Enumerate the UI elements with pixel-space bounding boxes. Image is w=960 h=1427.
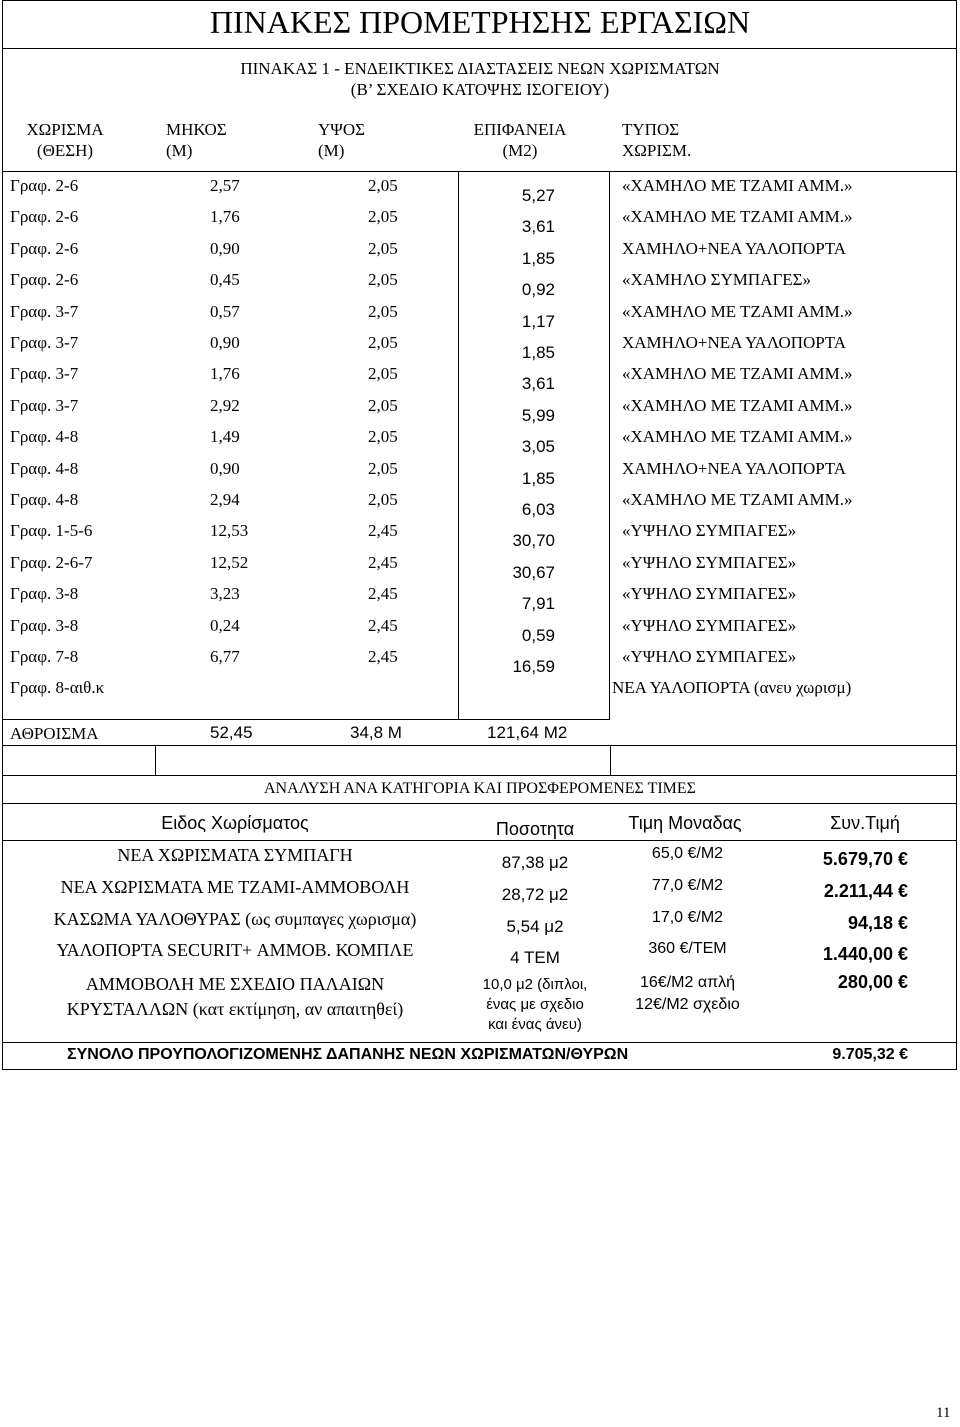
row-length: 1,49 (210, 427, 240, 447)
analysis-row-total: 2.211,44 € (823, 881, 908, 901)
row-type: «ΧΑΜΗΛΟ ΜΕ ΤΖΑΜΙ ΑΜΜ.» (622, 207, 853, 227)
row-position: Γραφ. 2-6 (10, 176, 79, 195)
row-area: 16,59 (512, 657, 555, 676)
row-height: 2,05 (368, 364, 398, 384)
analysis-last-qty-line3: και ένας άνευ) (488, 1016, 582, 1033)
totals-height: 34,8 Μ (350, 723, 402, 742)
row-type: «ΧΑΜΗΛΟ ΜΕ ΤΖΑΜΙ ΑΜΜ.» (622, 427, 853, 447)
row-height: 2,45 (368, 584, 398, 604)
row-type: «ΥΨΗΛΟ ΣΥΜΠΑΓΕΣ» (622, 552, 797, 572)
row-area: 0,92 (521, 280, 555, 300)
page-title: ΠΙΝΑΚΕΣ ΠΡΟΜΕΤΡΗΣΗΣ ΕΡΓΑΣΙΩΝ (209, 4, 751, 40)
row-height: 2,05 (368, 270, 398, 290)
row-area: 1,85 (521, 343, 555, 362)
analysis-row-unit-price: 17,0 €/Μ2 (651, 909, 724, 926)
analysis-header-total: Συν.Τιμή (830, 813, 900, 833)
row-position: Γραφ. 3-7 (10, 395, 79, 415)
frame-right (956, 0, 957, 1070)
row-height: 2,05 (368, 176, 398, 195)
analysis-last-kind-line2: ΚΡΥΣΤΑΛΛΩΝ (κατ εκτίμηση, αν απαιτηθεί) (66, 999, 404, 1019)
row-area: 5,99 (521, 405, 555, 425)
frame-top (2, 0, 957, 1)
row-type: «ΧΑΜΗΛΟ ΜΕ ΤΖΑΜΙ ΑΜΜ.» (622, 395, 853, 415)
row-length: 12,53 (210, 521, 249, 541)
row-type: «ΥΨΗΛΟ ΣΥΜΠΑΓΕΣ» (622, 521, 797, 541)
grand-total-label: ΣΥΝΟΛΟ ΠΡΟΥΠΟΛΟΓΙΖΟΜΕΝΗΣ ΔΑΠΑΝΗΣ ΝΕΩΝ ΧΩΡΙΣΜΑΤΩΝ/ΘΥΡΩΝ (67, 1046, 629, 1063)
row-position: Γραφ. 3-8 (10, 584, 79, 604)
analysis-title: ΑΝΑΛΥΣΗ ΑΝΑ ΚΑΤΗΓΟΡΙΑ ΚΑΙ ΠΡΟΣΦΕΡΟΜΕΝΕΣ ΤΙΜΕΣ (264, 780, 696, 797)
row-length: 2,92 (210, 395, 240, 415)
row-position: Γραφ. 4-8 (10, 458, 79, 478)
row-length: 1,76 (210, 364, 240, 384)
spacer-bottom-line (2, 775, 957, 776)
header-col2-line2: (Μ) (166, 141, 193, 160)
row-type: ΝΕΑ ΥΑΛΟΠΟΡΤΑ (ανευ χωρισμ) (612, 678, 852, 698)
header-col4-line1: ΕΠΙΦΑΝΕΙΑ (473, 120, 567, 139)
row-type: «ΧΑΜΗΛΟ ΜΕ ΤΖΑΜΙ ΑΜΜ.» (622, 301, 853, 321)
header-col1-line1: ΧΩΡΙΣΜΑ (26, 120, 104, 139)
row-length: 6,77 (210, 647, 240, 666)
analysis-last-unit-line2: 12€/Μ2 σχεδιο (635, 996, 740, 1013)
analysis-last-total: 280,00 € (837, 972, 908, 992)
row-area: 1,17 (521, 311, 555, 331)
analysis-row-qty: 4 ΤΕΜ (510, 948, 560, 967)
row-type: «ΧΑΜΗΛΟ ΜΕ ΤΖΑΜΙ ΑΜΜ.» (622, 364, 853, 384)
row-position: Γραφ. 4-8 (10, 427, 79, 447)
totals-bottom-line (2, 745, 957, 746)
row-length: 3,23 (210, 584, 240, 604)
row-area: 6,03 (521, 500, 555, 519)
row-height: 2,45 (368, 552, 398, 572)
area-col-right-border (609, 172, 610, 720)
analysis-row-kind: ΝΕΑ ΧΩΡΙΣΜΑΤΑ ΜΕ ΤΖΑΜΙ-ΑΜΜΟΒΟΛΗ (60, 877, 410, 897)
row-type: ΧΑΜΗΛΟ+ΝΕΑ ΥΑΛΟΠΟΡΤΑ (622, 458, 847, 478)
analysis-header-unit-price: Τιμη Μοναδας (628, 813, 742, 833)
analysis-row-unit-price: 360 €/ΤΕΜ (648, 940, 727, 957)
analysis-last-kind-line1: ΑΜΜΟΒΟΛΗ ΜΕ ΣΧΕΔΙΟ ΠΑΛΑΙΩΝ (85, 974, 385, 994)
analysis-last-qty-line1: 10,0 μ2 (διπλοι, (482, 976, 588, 993)
frame-bottom (2, 1069, 957, 1070)
row-length: 0,24 (210, 615, 240, 635)
header-col4 (460, 119, 580, 161)
row-position: Γραφ. 3-8 (10, 615, 79, 635)
row-area: 1,85 (521, 248, 555, 268)
header-col4-line2: (Μ2) (502, 141, 538, 160)
header-col2 (166, 119, 227, 161)
header-col5 (622, 119, 691, 161)
header-col5-line2: ΧΩΡΙΣΜ. (622, 141, 692, 160)
grand-total-top-line (2, 1042, 957, 1043)
row-position: Γραφ. 2-6 (10, 238, 79, 258)
analysis-header-line (2, 840, 957, 841)
analysis-header-qty: Ποσοτητα (495, 819, 575, 839)
header-col3-line1: ΥΨΟΣ (318, 120, 365, 139)
row-length: 0,45 (210, 270, 240, 290)
analysis-title-line (2, 803, 957, 804)
row-height: 2,45 (368, 647, 398, 666)
row-position: Γραφ. 3-7 (10, 301, 79, 321)
title-underline (2, 48, 957, 49)
row-area: 7,91 (521, 594, 555, 614)
row-position: Γραφ. 3-7 (10, 364, 79, 384)
row-position: Γραφ. 3-7 (10, 333, 79, 352)
header-col1-line2: (ΘΕΣΗ) (36, 141, 94, 160)
row-area: 3,61 (521, 217, 555, 237)
row-type: ΧΑΜΗΛΟ+ΝΕΑ ΥΑΛΟΠΟΡΤΑ (622, 333, 847, 352)
row-area: 5,27 (521, 186, 555, 205)
analysis-row-total: 5.679,70 € (822, 849, 908, 869)
row-type: «ΧΑΜΗΛΟ ΜΕ ΤΖΑΜΙ ΑΜΜ.» (622, 176, 853, 195)
row-position: Γραφ. 2-6-7 (10, 552, 93, 572)
analysis-row-total: 1.440,00 € (822, 944, 908, 964)
row-length: 2,57 (210, 176, 240, 195)
frame-left (2, 0, 3, 1070)
row-length: 1,76 (210, 207, 240, 227)
row-type: «ΥΨΗΛΟ ΣΥΜΠΑΓΕΣ» (622, 584, 797, 604)
row-type: «ΥΨΗΛΟ ΣΥΜΠΑΓΕΣ» (622, 615, 797, 635)
row-length: 0,90 (210, 238, 240, 258)
row-length: 0,57 (210, 301, 240, 321)
analysis-row-qty: 87,38 μ2 (501, 853, 569, 872)
area-col-left-border (458, 172, 459, 720)
row-area: 30,70 (512, 531, 555, 551)
spacer-divider-2 (610, 745, 611, 775)
row-area: 0,59 (521, 625, 555, 645)
analysis-row-total: 94,18 € (847, 913, 908, 933)
header-col1 (10, 119, 120, 161)
analysis-last-unit-line1: 16€/Μ2 απλή (640, 974, 735, 991)
row-height: 2,05 (368, 427, 398, 447)
row-position: Γραφ. 7-8 (10, 647, 79, 666)
analysis-row-unit-price: 65,0 €/Μ2 (651, 845, 724, 862)
row-length: 0,90 (210, 333, 240, 352)
row-area: 30,67 (512, 562, 555, 582)
analysis-row-qty: 5,54 μ2 (506, 917, 564, 936)
analysis-last-qty-line2: ένας με σχεδιο (486, 996, 584, 1013)
table1-subtitle: ΠΙΝΑΚΑΣ 1 - ΕΝΔΕΙΚΤΙΚΕΣ ΔΙΑΣΤΑΣΕΙΣ ΝΕΩΝ ΧΩΡΙΣΜΑΤΩΝ (240, 59, 720, 78)
row-height: 2,45 (368, 521, 398, 541)
analysis-last-qty (465, 975, 605, 1035)
analysis-row-qty: 28,72 μ2 (501, 885, 569, 904)
row-length: 2,94 (210, 490, 240, 509)
page-number: 11 (936, 1405, 951, 1421)
row-type: «ΧΑΜΗΛΟ ΣΥΜΠΑΓΕΣ» (622, 270, 812, 290)
analysis-row-unit-price: 77,0 €/Μ2 (651, 877, 724, 894)
row-height: 2,05 (368, 458, 398, 478)
row-height: 2,05 (368, 333, 398, 352)
header-col5-line1: ΤΥΠΟΣ (622, 120, 680, 139)
row-height: 2,05 (368, 301, 398, 321)
header-col3-line2: (Μ) (318, 141, 345, 160)
analysis-row-kind: ΝΕΑ ΧΩΡΙΣΜΑΤΑ ΣΥΜΠΑΓΗ (117, 845, 353, 865)
analysis-row-kind: ΚΑΣΩΜΑ ΥΑΛΟΘΥΡΑΣ (ως συμπαγες χωρισμα) (53, 909, 417, 929)
totals-length: 52,45 (210, 723, 253, 742)
row-height: 2,05 (368, 395, 398, 415)
row-length: 12,52 (210, 552, 249, 572)
row-type: ΧΑΜΗΛΟ+ΝΕΑ ΥΑΛΟΠΟΡΤΑ (622, 238, 847, 258)
row-position: Γραφ. 2-6 (10, 270, 79, 290)
row-position: Γραφ. 2-6 (10, 207, 79, 227)
grand-total-value: 9.705,32 € (832, 1046, 908, 1063)
row-type: «ΥΨΗΛΟ ΣΥΜΠΑΓΕΣ» (622, 647, 797, 666)
totals-top-line (2, 719, 610, 720)
totals-area: 121,64 Μ2 (487, 723, 568, 742)
analysis-header-kind: Ειδος Χωρίσματος (161, 813, 309, 833)
row-height: 2,05 (368, 207, 398, 227)
header-bottom-line (2, 171, 957, 172)
header-col2-line1: ΜΗΚΟΣ (166, 120, 227, 139)
row-height: 2,05 (368, 238, 398, 258)
row-height: 2,05 (368, 490, 398, 509)
analysis-row-kind: ΥΑΛΟΠΟΡΤΑ SECURIT+ ΑΜΜΟΒ. ΚΟΜΠΛΕ (56, 940, 414, 960)
row-length: 0,90 (210, 458, 240, 478)
header-col3 (318, 119, 365, 161)
table1-subtitle-2: (Β’ ΣΧΕΔΙΟ ΚΑΤΟΨΗΣ ΙΣΟΓΕΙΟΥ) (350, 80, 610, 99)
row-position: Γραφ. 4-8 (10, 490, 79, 509)
analysis-last-unit (610, 972, 765, 1016)
row-position: Γραφ. 1-5-6 (10, 521, 93, 541)
row-height: 2,45 (368, 615, 398, 635)
spacer-divider-1 (155, 745, 156, 775)
row-area: 1,85 (521, 468, 555, 488)
row-area: 3,61 (521, 374, 555, 394)
totals-label: ΑΘΡΟΙΣΜΑ (10, 724, 99, 743)
analysis-last-kind (10, 972, 460, 1022)
row-area: 3,05 (521, 437, 555, 457)
row-position: Γραφ. 8-αιθ.κ (10, 678, 105, 698)
row-type: «ΧΑΜΗΛΟ ΜΕ ΤΖΑΜΙ ΑΜΜ.» (622, 490, 853, 509)
